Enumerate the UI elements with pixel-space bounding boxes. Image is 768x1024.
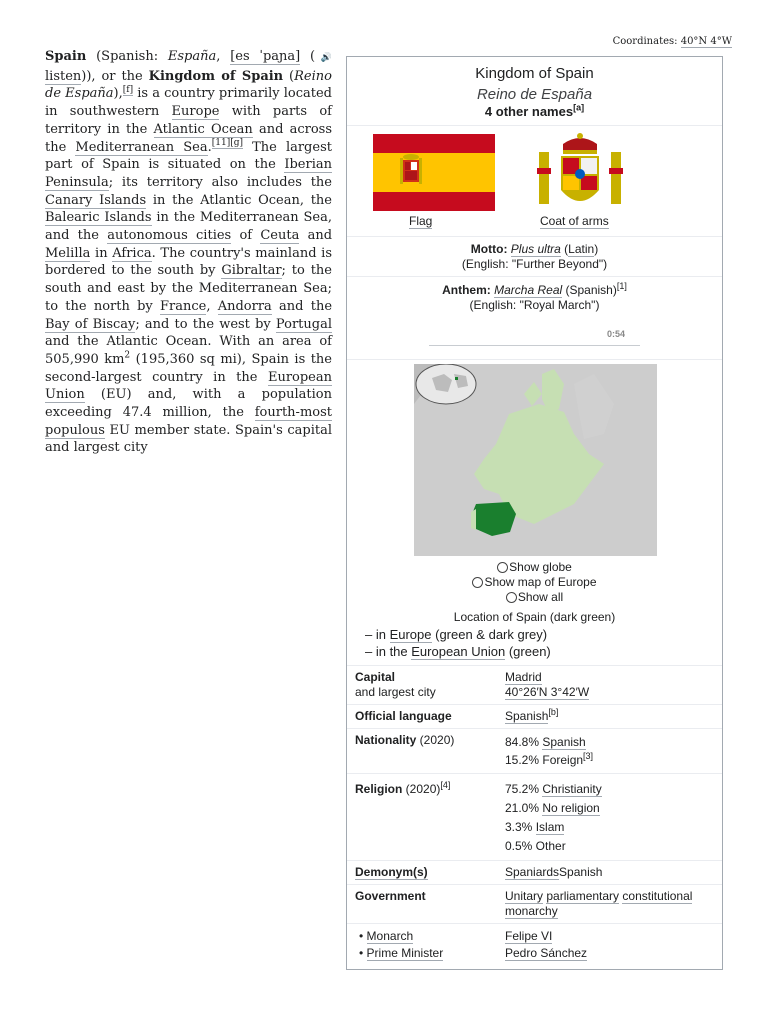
coat-of-arms-caption[interactable]: Coat of arms: [540, 214, 609, 228]
location-list: [365, 626, 722, 660]
map-options: [347, 560, 722, 605]
row-government: [347, 885, 722, 924]
link-fourth-most-populous[interactable]: fourth-most populous: [45, 405, 332, 438]
location-caption: Location of Spain (dark green): [453, 610, 616, 624]
other-names-label[interactable]: 4 other names: [484, 104, 574, 119]
official-language-label: Official language: [347, 705, 497, 729]
link-monarch[interactable]: Monarch: [366, 929, 414, 943]
text: with parts of territory in the: [45, 104, 332, 137]
text: España: [167, 49, 217, 64]
text: 0.5% Other: [505, 839, 566, 853]
religion-label: Religion: [355, 782, 403, 796]
link-gibraltar[interactable]: Gibraltar: [221, 263, 282, 279]
nationality-label: Nationality: [355, 733, 417, 747]
superscript: 2: [124, 350, 131, 361]
text: 21.0%: [505, 801, 543, 815]
link-melilla[interactable]: Melilla: [45, 245, 91, 261]
link-france[interactable]: France: [159, 298, 207, 314]
link-european-union[interactable]: European Union: [45, 369, 332, 403]
coat-of-arms-image[interactable]: [533, 130, 627, 214]
text: 84.8%: [505, 735, 543, 749]
anthem-english: (English: "Royal March"): [469, 298, 600, 312]
link-europe[interactable]: Europe: [389, 627, 432, 642]
text: Spanish: [559, 865, 603, 879]
link-iberian-peninsula[interactable]: Iberian Peninsula: [45, 157, 332, 190]
coordinates: [613, 36, 732, 47]
article-lead-paragraph: [45, 48, 332, 457]
text: (: [283, 68, 295, 84]
link-christianity[interactable]: Christianity: [542, 782, 602, 796]
nationality-year: (2020): [416, 733, 455, 747]
religion-year: (2020): [402, 782, 441, 796]
link-canary-islands[interactable]: Canary Islands: [45, 192, 147, 208]
text: ,: [206, 298, 218, 314]
text: (Spanish:: [86, 49, 168, 64]
text: ; to the south and east by the Mediterranean Sea; to the north by: [45, 263, 332, 314]
option-label: Show all: [517, 590, 564, 604]
capital-link[interactable]: Madrid: [505, 670, 542, 684]
text: 15.2% Foreign: [505, 753, 584, 767]
footnote-link[interactable]: [f]: [122, 85, 134, 96]
row-official-language: [347, 705, 722, 729]
text: ; its territory also includes the: [108, 174, 332, 190]
text: (green): [505, 644, 551, 659]
link-africa[interactable]: Africa: [112, 245, 152, 261]
capital-sublabel: and largest city: [355, 685, 436, 699]
capital-coordinates-link[interactable]: 40°26′N 3°42′W: [505, 685, 590, 699]
link-pedro-sanchez[interactable]: Pedro Sánchez: [505, 946, 588, 960]
motto: Motto: Plus ultra (Latin) (English: "Further Beyond"): [461, 242, 608, 271]
link-constitutional-monarchy[interactable]: constitutional monarchy: [505, 889, 693, 918]
capital-label: Capital: [355, 670, 396, 684]
link-spaniards[interactable]: Spaniards: [505, 865, 560, 879]
text: . The country's mainland is bordered to the south by: [45, 245, 333, 279]
text: 3.3%: [505, 820, 536, 834]
link-islam[interactable]: Islam: [535, 820, 565, 834]
text: and the: [271, 298, 333, 314]
infobox-data-table: [347, 665, 722, 966]
link-mediterranean-sea[interactable]: Mediterranean Sea: [75, 139, 208, 155]
row-nationality: [347, 729, 722, 774]
flag-image[interactable]: [373, 134, 495, 211]
language-link[interactable]: Spanish: [505, 709, 549, 723]
ipa-link[interactable]: [es ˈpaɲa]: [230, 49, 301, 64]
option-label: Show map of Europe: [484, 575, 597, 589]
radio-icon[interactable]: [472, 577, 483, 588]
text: (EU) and, with a population exceeding 47.4 million, the: [45, 387, 332, 421]
text: of: [231, 228, 261, 244]
infobox-title: Kingdom of Spain: [475, 65, 594, 82]
text: (195,360 sq mi), Spain is the second-largest country in the: [45, 351, 332, 385]
motto-language-link[interactable]: Latin: [568, 242, 595, 256]
text: ,: [216, 49, 231, 64]
text: and across the: [45, 121, 333, 155]
radio-icon[interactable]: [497, 562, 508, 573]
link-spanish[interactable]: Spanish: [542, 735, 586, 749]
motto-label: Motto:: [470, 242, 508, 256]
footnote-link[interactable]: [a]: [573, 102, 585, 113]
footnote-link[interactable]: [b]: [548, 707, 559, 717]
link-andorra[interactable]: Andorra: [217, 298, 272, 314]
listen-link[interactable]: listen: [45, 68, 82, 84]
link-no-religion[interactable]: No religion: [542, 801, 600, 815]
text: in the Atlantic Ocean, the: [146, 192, 332, 208]
text: – in the: [365, 644, 412, 659]
anthem-link[interactable]: Marcha Real: [494, 283, 563, 297]
row-capital: [347, 666, 722, 705]
coordinates-link[interactable]: 40°N 4°W: [680, 36, 732, 47]
option-show-map-europe[interactable]: [347, 575, 722, 590]
location-map[interactable]: [414, 364, 657, 556]
row-religion: [347, 774, 722, 861]
text: 75.2%: [505, 782, 543, 796]
text: .: [207, 139, 212, 155]
audio-player-bar[interactable]: [429, 345, 640, 346]
text: (Spanish): [562, 283, 617, 297]
demonym-label-link[interactable]: Demonym(s): [355, 865, 428, 879]
motto-english: (English: "Further Beyond"): [461, 257, 608, 271]
speaker-icon[interactable]: 🔊: [315, 53, 332, 63]
article-subject: Spain: [45, 49, 87, 64]
option-show-all[interactable]: [347, 590, 722, 605]
text: The largest part of Spain is situated on the: [45, 139, 332, 173]
other-names-toggle[interactable]: [347, 104, 722, 119]
coordinates-label: Coordinates:: [612, 36, 678, 47]
link-felipe-vi[interactable]: Felipe VI: [505, 929, 553, 943]
row-demonym: [347, 861, 722, 885]
motto-link[interactable]: Plus ultra: [510, 242, 561, 256]
row-leaders: • Monarch • Prime Minister Felipe VI Pedro Sánchez: [347, 924, 722, 967]
link-unitary[interactable]: Unitary: [505, 889, 544, 903]
link-atlantic-ocean[interactable]: Atlantic Ocean: [153, 121, 253, 137]
audio-duration: 0:54: [606, 329, 625, 339]
anthem: [347, 277, 722, 353]
option-show-globe[interactable]: [347, 560, 722, 575]
text: (green & dark grey): [431, 627, 548, 642]
link-european-union[interactable]: European Union: [411, 644, 506, 659]
footnote-link[interactable]: [4]: [440, 780, 451, 790]
text: )), or the: [81, 68, 149, 84]
text: in the Mediterranean Sea, and the: [45, 210, 332, 244]
national-symbols: [347, 126, 722, 236]
link-portugal[interactable]: Portugal: [275, 316, 332, 332]
text: – in: [365, 627, 390, 642]
link-ceuta[interactable]: Ceuta: [260, 228, 300, 244]
government-label: Government: [347, 885, 497, 924]
footnote-link[interactable]: [11][g]: [211, 138, 244, 149]
text: ; and to the west by: [135, 316, 276, 332]
text: and the Atlantic Ocean. With an area of 505,990 km: [45, 334, 332, 367]
infobox-native-name: Reino de España: [476, 86, 593, 103]
option-label: Show globe: [509, 560, 572, 574]
link-prime-minister[interactable]: Prime Minister: [366, 946, 444, 960]
text: and: [299, 228, 333, 244]
footnote-link[interactable]: [3]: [583, 751, 594, 761]
anthem-label: Anthem:: [442, 283, 491, 297]
text: in: [90, 245, 113, 261]
link-bay-of-biscay[interactable]: Bay of Biscay: [45, 316, 136, 332]
text: EU member state. Spain's capital and largest city: [45, 422, 332, 456]
text: Reino de España: [45, 68, 332, 102]
link-parliamentary[interactable]: parliamentary: [546, 889, 620, 903]
link-europe[interactable]: Europe: [171, 104, 220, 120]
footnote-link[interactable]: [1]: [616, 281, 627, 291]
radio-icon[interactable]: [506, 592, 517, 603]
link-balearic-islands[interactable]: Balearic Islands: [45, 210, 152, 226]
article-official-name: Kingdom of Spain: [148, 68, 284, 84]
link-autonomous-cities[interactable]: autonomous cities: [107, 228, 232, 244]
flag-caption[interactable]: Flag: [409, 214, 433, 228]
text: ),: [113, 86, 123, 102]
infobox: [346, 56, 723, 970]
text: is a country primarily located in southwestern: [45, 86, 332, 120]
text: (: [300, 49, 316, 64]
